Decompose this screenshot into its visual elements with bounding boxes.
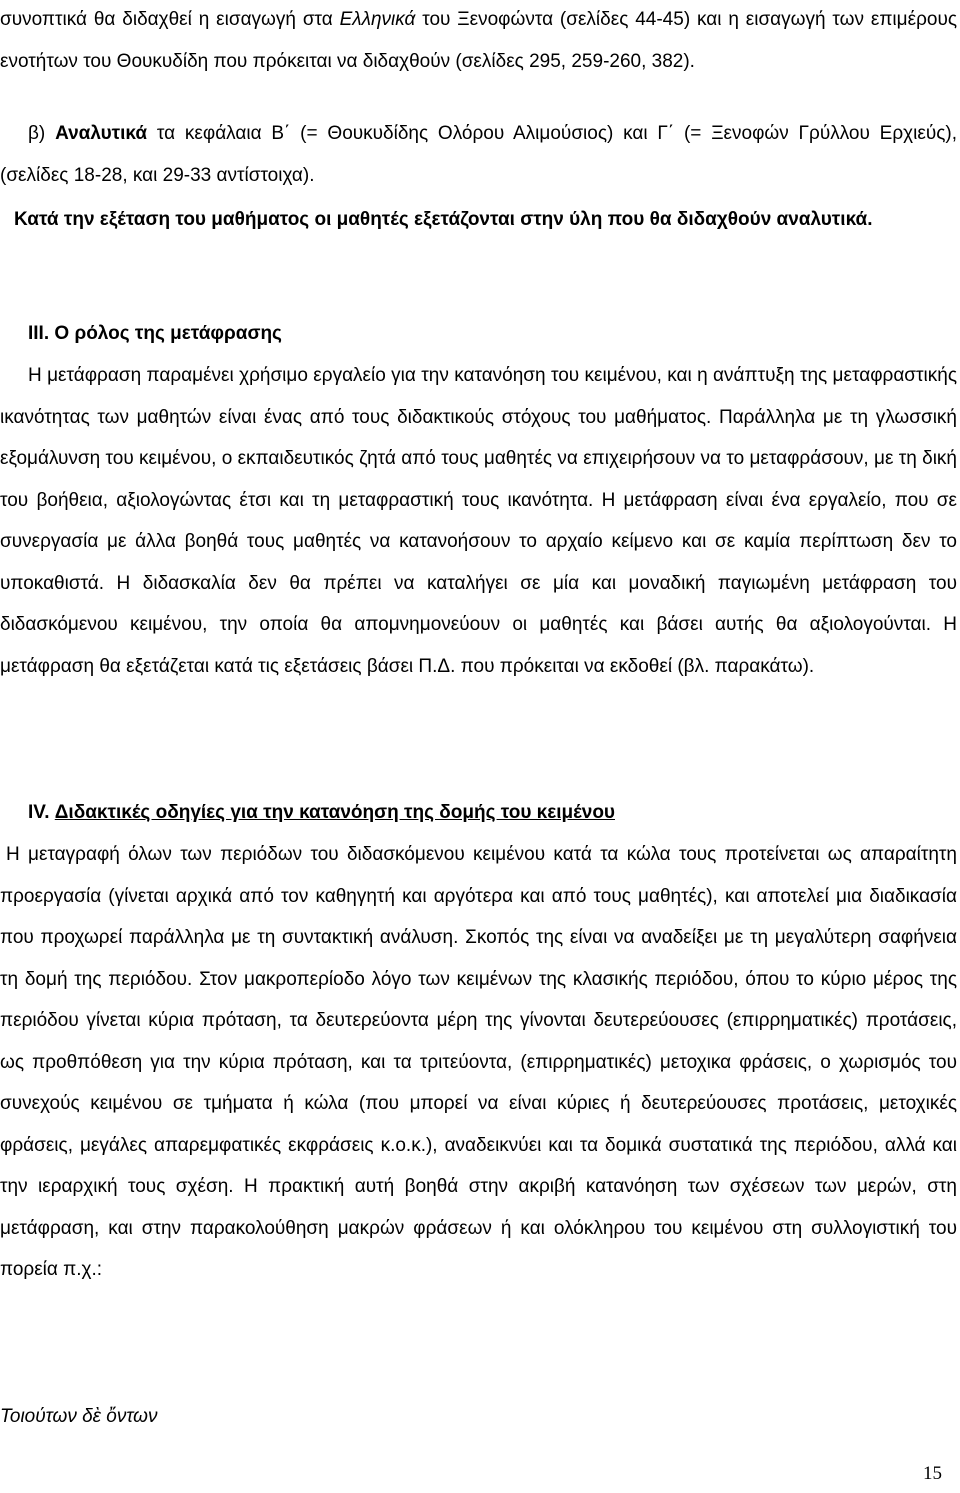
text-run: Η μεταγραφή όλων των περιόδων του διδασκόμενου κειμένου κατά τα κώλα τους προτείνεται ως απαραίτητη προεργασία (γίνεται αρχικά από τον καθηγητή και αργότερα και από τους μαθητές), και αποτελεί μια διαδικασία που προχωρεί παράλληλα με τη συντακτική ανάλυση. Σκοπός της είναι να αναδείξει με τη μεγαλύτερη σαφήνεια τη δομή της περιόδου. Στον μακροπερίοδο λόγο των κειμένων της κλασικής περιόδου, όπου το κύριο μέρος της περιόδου γίνεται κύρια πρόταση, τα δευτερεύοντα μέρη της γίνονται δευτερεύουσες (επιρρηματικές) προτάσεις, ως προθπόθεση για την κύρια πρόταση, και τα τριτεύοντα, (επιρρηματικές) μετοχικα φράσεις, ο χωρισμός του συνεχούς κειμένου σε τμήματα ή κώλα (που μπορεί να είναι κύριες ή δευτερεύουσες προτάσεις, μετοχικές φράσεις, μεγάλες απαρεμφατικές εκφράσεις κ.ο.κ.), αναδεικνύει και τα δομικά συστατικά της περιόδου, αλλά και την ιεραρχική τους σχέση. Η πρακτική αυτή βοηθά στην ακριβή κατανόηση των σχέσεων των μερών, στη μετάφραση, και στην παρακολούθηση μακρών φράσεων ή και ολόκληρου του κειμένου στη συλλογιστική του πορεία π.χ.: (0, 844, 957, 1280)
section-title: Διδακτικές οδηγίες για την κατανόηση της δομής του κειμένου (54, 802, 615, 823)
text-run: Η μετάφραση παραμένει χρήσιμο εργαλείο για την κατανόηση του κειμένου, και η ανάπτυξη της μεταφραστικής ικανότητας των μαθητών είναι ένας από τους διδακτικούς στόχους του μαθήματος. Παράλληλα με τη γλωσσική εξομάλυνση του κειμένου, ο εκπαιδευτικός ζητά από τους μαθητές να επιχειρήσουν να το μεταφράσουν, με τη δική του βοήθεια, αξιολογώντας έτσι και τη μεταφραστική τους ικανότητα. Η μετάφραση είναι ένα εργαλείο, που σε συνεργασία με άλλα βοηθά τους μαθητές να κατανοήσουν το αρχαίο κείμενο και σε καμία περίπτωση δεν το υποκαθιστά. Η διδασκαλία δεν θα πρέπει να καταλήγει σε μία και μοναδική παγιωμένη μετάφραση του διδασκόμενου κειμένου, την οποία θα απομνημονεύουν οι μαθητές και βάσει αυτής θα αξιολογούνται. Η μετάφραση θα εξετάζεται κατά τις εξετάσεις βάσει Π.Δ. που πρόκειται να εκδοθεί (βλ. παρακάτω). (0, 365, 957, 677)
italic-run: Ελληνικά (339, 9, 416, 30)
section-number: IV. (28, 802, 55, 823)
section-4-body (0, 834, 957, 1291)
section-4-heading (28, 792, 615, 834)
section-3-heading: ΙΙΙ. Ο ρόλος της μετάφρασης (28, 323, 282, 344)
paragraph-exam-note (0, 199, 957, 241)
text-run: β) (28, 123, 56, 144)
paragraph-intro (0, 0, 957, 82)
paragraph-analytika (0, 113, 957, 196)
greek-example: Τοιούτων δὲ ὄντων (0, 1406, 158, 1427)
bold-run: Αναλυτικά (55, 123, 148, 144)
bold-run: Κατά την εξέταση του μαθήματος οι μαθητές εξετάζονται στην ύλη που θα διδαχθούν αναλυτικά. (14, 209, 873, 230)
text-run: συνοπτικά θα διδαχθεί η εισαγωγή στα (0, 9, 340, 30)
page-number: 15 (923, 1463, 942, 1484)
text-run: τα κεφάλαια Β΄ (= Θουκυδίδης Ολόρου Αλιμούσιος) και Γ΄ (= Ξενοφών Γρύλλου Ερχιεύς), (σελίδες 18-28, και 29-33 αντίστοιχα). (0, 123, 957, 186)
text-run: του Ξενοφώντα (σελίδες 44-45) και η εισαγωγή των επιμέρους ενοτήτων του Θουκυδίδη που πρόκειται να διδαχθούν (σελίδες 295, 259-260, 382). (0, 9, 957, 72)
section-3-body (0, 355, 957, 687)
